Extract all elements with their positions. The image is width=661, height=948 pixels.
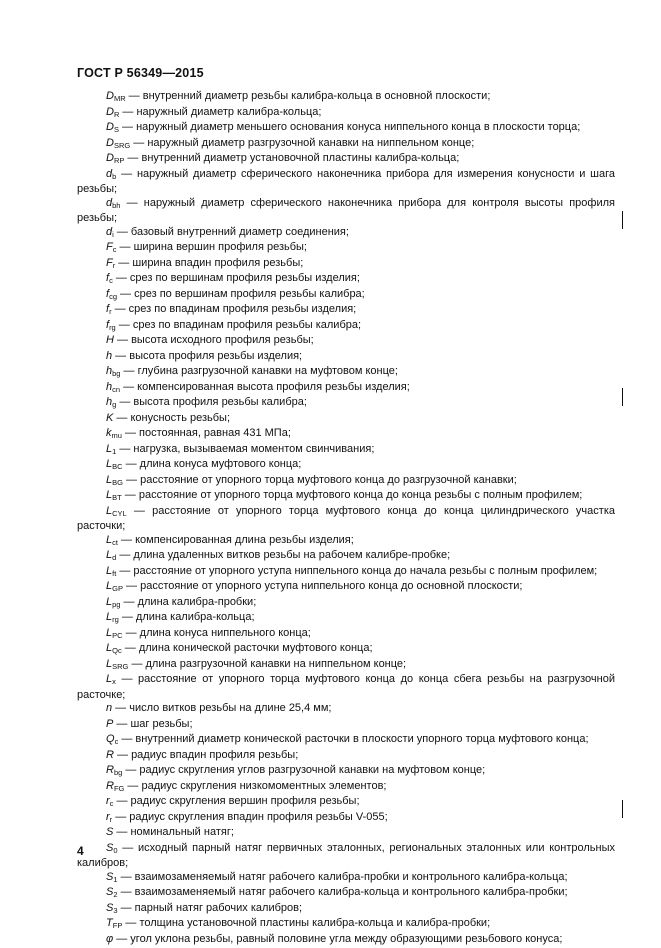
definition-item [77,902,615,918]
definition-subscript: RP [114,156,124,165]
definition-subscript: r [113,261,116,270]
definition-subscript: FP [113,921,123,930]
definition-text: — длина конуса ниппельного конца; [123,627,311,639]
definition-subscript: bg [114,768,122,777]
definition-symbol: L [106,458,112,470]
definition-text: — ширина впадин профиля резьбы; [115,257,303,269]
definition-subscript: 3 [113,906,117,915]
definition-symbol: h [106,365,112,377]
definition-item [77,121,615,137]
definition-symbol: Q [106,733,115,745]
definition-item [77,534,615,550]
definition-symbol: D [106,137,114,149]
definition-text: — расстояние от упорного уступа ниппельного конца до основной плоскости; [123,580,523,592]
revision-bar [622,388,623,406]
definition-text: — длина разгрузочной канавки на ниппельном конце; [128,658,406,670]
definition-symbol: K [106,412,113,424]
definition-text: — радиус скругления углов разгрузочной канавки на муфтовом конце; [122,764,485,776]
definition-text: — взаимозаменяемый натяг рабочего калибра-пробки и контрольного калибра-кольца; [118,871,568,883]
definition-item [77,350,615,366]
definition-text: — внутренний диаметр резьбы калибра-кольца в основной плоскости; [126,90,491,102]
definition-item [77,565,615,581]
definition-item [77,718,615,734]
definition-item [77,749,615,765]
definition-text: — нагрузка, вызываемая моментом свинчивания; [116,443,374,455]
definition-subscript: BG [112,478,123,487]
definition-text: — расстояние от упорного торца муфтового конца до конца цилиндрического участка расточки; [77,505,615,533]
definition-text: — наружный диаметр разгрузочной канавки на ниппельном конце; [130,137,474,149]
definition-item [77,272,615,288]
definition-item [77,241,615,257]
definition-symbol: D [106,90,114,102]
definition-item [77,702,615,718]
definition-symbol: h [106,396,112,408]
definition-text: — радиус впадин профиля резьбы; [114,749,298,761]
definition-symbol: S [106,871,113,883]
definition-item [77,168,615,197]
definition-symbol: L [106,673,112,685]
definition-symbol: R [106,764,114,776]
definition-subscript: MR [114,94,126,103]
definition-symbol: S [106,886,113,898]
definition-subscript: SRG [112,662,128,671]
definition-symbol: L [106,627,112,639]
definition-subscript: mu [112,431,122,440]
definition-text: — наружный диаметр меньшего основания конуса ниппельного конца в плоскости торца; [119,121,580,133]
definition-subscript: ct [112,538,118,547]
definition-text: — конусность резьбы; [113,412,230,424]
definition-text: — расстояние от упорного торца муфтового конца до конца резьбы с полным профилем; [122,489,583,501]
definition-item [77,152,615,168]
definition-item [77,197,615,226]
definition-symbol: d [106,197,112,209]
definition-symbol: F [106,241,113,253]
definition-item [77,474,615,490]
definition-subscript: 1 [112,447,116,456]
definition-text: — длина конуса муфтового конца; [123,458,302,470]
definition-text: — высота профиля резьбы изделия; [112,350,302,362]
definition-text: — парный натяг рабочих калибров; [118,902,303,914]
definition-text: — угол уклона резьбы, равный половине угла между образующими резьбового конуса; [113,933,562,945]
definition-symbol: d [106,168,112,180]
definition-item [77,226,615,242]
definition-item [77,611,615,627]
definition-subscript: PC [112,631,122,640]
definition-text: — шаг резьбы; [113,718,192,730]
revision-bar [622,800,623,818]
definition-text: — ширина вершин профиля резьбы; [116,241,307,253]
definition-item [77,642,615,658]
definition-subscript: BT [112,493,122,502]
definition-item [77,917,615,933]
definition-symbol: φ [106,933,113,945]
definition-symbol: S [106,826,113,838]
definition-item [77,303,615,319]
definition-text: — номинальный натяг; [113,826,234,838]
definition-item [77,443,615,459]
definition-item [77,137,615,153]
definitions-list [77,90,615,948]
definition-item [77,811,615,827]
definition-symbol: f [106,288,109,300]
definition-subscript: R [114,110,119,119]
definition-subscript: rg [112,615,119,624]
definition-text: — компенсированная высота профиля резьбы изделия; [120,381,410,393]
page-number: 4 [77,844,84,858]
definition-text: — расстояние от упорного торца муфтового конца до конца сбега резьбы на разгрузочной расточке; [77,673,615,701]
definition-text: — радиус скругления впадин профиля резьбы V-055; [112,811,387,823]
definition-subscript: CYL [112,509,127,518]
definition-subscript: cg [109,292,117,301]
definition-symbol: P [106,718,113,730]
definition-subscript: 2 [113,890,117,899]
definition-subscript: c [110,799,114,808]
definition-text: — срез по вершинам профиля резьбы изделия; [113,272,360,284]
definition-symbol: R [106,780,114,792]
definition-item [77,733,615,749]
definition-item [77,106,615,122]
revision-bar [622,211,623,229]
definition-item [77,871,615,887]
definition-text: — постоянная, равная 431 МПа; [122,427,291,439]
definition-symbol: D [106,152,114,164]
definition-symbol: L [106,580,112,592]
definition-symbol: L [106,505,112,517]
definition-text: — высота профиля резьбы калибра; [116,396,307,408]
definition-text: — внутренний диаметр установочной пластины калибра-кольца; [124,152,459,164]
definition-subscript: pg [112,600,120,609]
definition-text: — высота исходного профиля резьбы; [114,334,314,346]
definition-item [77,489,615,505]
definition-text: — толщина установочной пластины калибра-кольца и калибра-пробки; [122,917,490,929]
definition-symbol: L [106,565,112,577]
definition-item [77,580,615,596]
definition-symbol: T [106,917,113,929]
definition-subscript: b [112,172,116,181]
definition-symbol: R [106,749,114,761]
definition-subscript: rg [109,323,116,332]
definition-item [77,427,615,443]
definition-text: — базовый внутренний диаметр соединения; [114,226,349,238]
definition-item [77,826,615,842]
definition-subscript: cn [112,385,120,394]
definition-text: — расстояние от упорного торца муфтового конца до разгрузочной канавки; [123,474,517,486]
definition-text: — внутренний диаметр конической расточки в плоскости упорного торца муфтового конца; [118,733,588,745]
definition-item [77,288,615,304]
definition-symbol: f [106,272,109,284]
definition-subscript: c [115,737,119,746]
definition-subscript: Qc [112,646,122,655]
definition-text: — число витков резьбы на длине 25,4 мм; [112,702,331,714]
definition-text: — компенсированная длина резьбы изделия; [118,534,354,546]
definition-subscript: g [112,400,116,409]
definition-symbol: L [106,596,112,608]
definition-subscript: bh [112,201,120,210]
definition-item [77,90,615,106]
definition-text: — радиус скругления вершин профиля резьбы; [113,795,359,807]
definition-symbol: L [106,549,112,561]
definition-text: — длина калибра-кольца; [119,611,255,623]
definition-item [77,780,615,796]
definition-subscript: 0 [113,846,117,855]
definition-symbol: F [106,257,113,269]
definition-subscript: r [109,307,112,316]
definition-item [77,764,615,780]
definition-symbol: D [106,121,114,133]
definition-subscript: r [110,815,113,824]
definition-text: — исходный парный натяг первичных эталонных, региональных эталонных или контрольных калибров; [77,842,615,870]
definition-item [77,596,615,612]
definition-subscript: S [114,125,119,134]
definition-subscript: GP [112,584,123,593]
definition-text: — расстояние от упорного уступа ниппельного конца до начала резьбы с полным профилем; [116,565,597,577]
definition-symbol: L [106,443,112,455]
definition-item [77,549,615,565]
definition-symbol: L [106,642,112,654]
definition-symbol: L [106,474,112,486]
definition-item [77,412,615,428]
definition-item [77,842,615,871]
definition-item [77,319,615,335]
definition-subscript: c [109,276,113,285]
definition-symbol: f [106,303,109,315]
definition-symbol: L [106,658,112,670]
definition-item [77,627,615,643]
definition-subscript: c [113,245,117,254]
definition-symbol: h [106,350,112,362]
definition-symbol: L [106,534,112,546]
definition-item [77,334,615,350]
definition-subscript: i [112,230,114,239]
definition-item [77,381,615,397]
definition-symbol: S [106,902,113,914]
definition-item [77,795,615,811]
definition-item [77,365,615,381]
definition-subscript: bg [112,369,120,378]
definition-text: — длина калибра-пробки; [120,596,256,608]
definition-text: — наружный диаметр сферического наконечника прибора для измерения конусности и шага резьбы; [77,168,615,196]
definition-symbol: r [106,795,110,807]
definition-symbol: f [106,319,109,331]
definition-text: — наружный диаметр сферического наконечника прибора для контроля высоты профиля резьбы; [77,197,615,225]
definition-text: — длина удаленных витков резьбы на рабочем калибре-пробке; [116,549,450,561]
definition-subscript: d [112,553,116,562]
definition-symbol: L [106,489,112,501]
definition-text: — срез по вершинам профиля резьбы калибра; [117,288,365,300]
definition-text: — взаимозаменяемый натяг рабочего калибра-кольца и контрольного калибра-пробки; [118,886,568,898]
definition-symbol: H [106,334,114,346]
definition-item [77,658,615,674]
definition-text: — срез по впадинам профиля резьбы калибра; [116,319,361,331]
definition-item [77,396,615,412]
definition-symbol: k [106,427,112,439]
definition-symbol: L [106,611,112,623]
definition-item [77,505,615,534]
definition-symbol: h [106,381,112,393]
definition-subscript: ft [112,569,116,578]
definition-subscript: SRG [114,141,130,150]
definition-subscript: BC [112,462,122,471]
definition-symbol: n [106,702,112,714]
definition-item [77,458,615,474]
definition-symbol: D [106,106,114,118]
definition-symbol: d [106,226,112,238]
definition-item [77,673,615,702]
definition-subscript: x [112,677,116,686]
definition-subscript: 1 [113,875,117,884]
definition-text: — срез по впадинам профиля резьбы изделия; [112,303,357,315]
definition-text: — наружный диаметр калибра-кольца; [119,106,321,118]
definition-text: — радиус скругления низкомоментных элементов; [124,780,386,792]
definition-item [77,257,615,273]
definition-subscript: FG [114,784,124,793]
definition-item [77,886,615,902]
document-header: ГОСТ Р 56349—2015 [77,66,204,80]
definition-symbol: r [106,811,110,823]
definition-text: — длина конической расточки муфтового конца; [122,642,373,654]
definition-symbol: S [106,842,113,854]
definition-text: — глубина разгрузочной канавки на муфтовом конце; [120,365,398,377]
